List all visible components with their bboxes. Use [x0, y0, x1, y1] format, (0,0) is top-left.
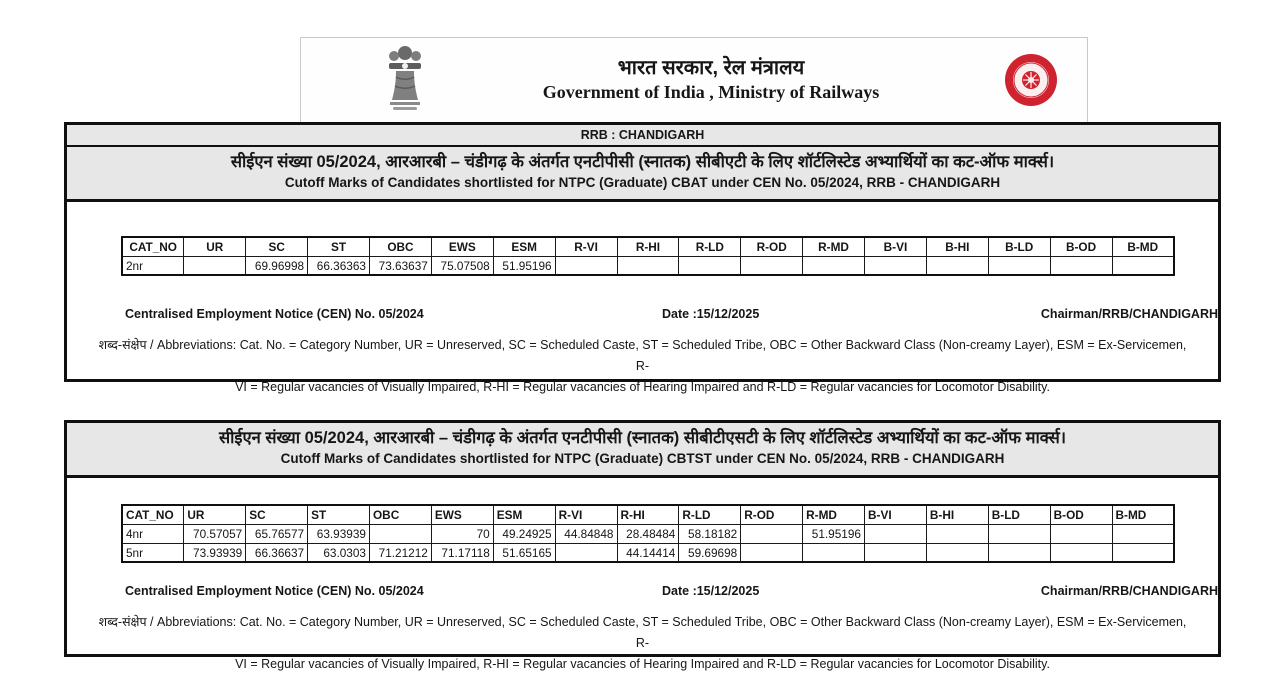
header-row — [122, 505, 1174, 524]
column-header: R-MD — [803, 237, 865, 256]
column-header: R-VI — [555, 237, 617, 256]
ministry-title-english: Government of India , Ministry of Railways — [542, 82, 880, 103]
column-header: R-LD — [679, 505, 741, 524]
section-title-hindi: सीईएन संख्या 05/2024, आरआरबी – चंडीगढ़ के अंतर्गत एनटीपीसी (स्नातक) सीबीएटी के लिए शॉर्टलिस्टेड अभ्यार्थियों का कट-ऑफ मार्क्स। — [230, 153, 1055, 171]
category-cell: 4nr — [122, 524, 184, 543]
column-header: CAT_NO — [122, 505, 184, 524]
cutoff-cell: 44.84848 — [555, 524, 617, 543]
column-header: SC — [246, 237, 308, 256]
section-title-band — [67, 423, 1218, 478]
ministry-title-hindi: भारत सरकार, रेल मंत्रालय — [617, 57, 805, 80]
cutoff-cell — [555, 256, 617, 275]
cutoff-cell: 66.36363 — [308, 256, 370, 275]
cutoff-cell — [926, 256, 988, 275]
cutoff-cell: 70.57057 — [184, 524, 246, 543]
cutoff-cell: 70 — [431, 524, 493, 543]
section-footer — [67, 307, 1218, 323]
column-header: OBC — [370, 505, 432, 524]
cutoff-cell — [1112, 524, 1174, 543]
cutoff-cell: 28.48484 — [617, 524, 679, 543]
cutoff-table-cbtst — [121, 504, 1175, 563]
column-header: ESM — [493, 505, 555, 524]
date-label: Date :15/12/2025 — [662, 584, 760, 599]
ashoka-emblem-icon — [381, 42, 429, 118]
cutoff-cell: 73.93939 — [184, 543, 246, 562]
column-header: B-OD — [1050, 505, 1112, 524]
column-header: R-MD — [803, 505, 865, 524]
cutoff-cell — [988, 256, 1050, 275]
column-header: B-VI — [865, 505, 927, 524]
government-header — [300, 37, 1088, 123]
column-header: OBC — [370, 237, 432, 256]
section-title-hindi: सीईएन संख्या 05/2024, आरआरबी – चंडीगढ़ के अंतर्गत एनटीपीसी (स्नातक) सीबीटीएसटी के लिए शॉर्टलिस्टेड अभ्यार्थियों का कट-ऑफ मार्क्स। — [218, 429, 1067, 447]
cutoff-cell: 51.65165 — [493, 543, 555, 562]
cutoff-cell — [988, 524, 1050, 543]
signatory-label: Chairman/RRB/CHANDIGARH — [1040, 584, 1218, 599]
cutoff-cell — [1050, 524, 1112, 543]
cutoff-cell: 66.36637 — [246, 543, 308, 562]
cutoff-cell: 65.76577 — [246, 524, 308, 543]
column-header: ST — [308, 237, 370, 256]
column-header: UR — [184, 505, 246, 524]
cutoff-cell: 51.95196 — [803, 524, 865, 543]
cutoff-cell — [1112, 256, 1174, 275]
cutoff-table-cbat — [121, 236, 1175, 276]
date-label: Date :15/12/2025 — [662, 307, 760, 322]
cutoff-cell — [803, 256, 865, 275]
cutoff-cell: 63.0303 — [308, 543, 370, 562]
column-header: R-VI — [555, 505, 617, 524]
notice-section-cbat — [64, 122, 1221, 394]
signatory-label: Chairman/RRB/CHANDIGARH — [1040, 307, 1218, 322]
cutoff-cell: 49.24925 — [493, 524, 555, 543]
cutoff-cell: 71.17118 — [431, 543, 493, 562]
abbreviations-note — [67, 335, 1218, 397]
cutoff-cell — [926, 524, 988, 543]
header-row — [122, 237, 1174, 256]
column-header: EWS — [431, 237, 493, 256]
column-header: ESM — [493, 237, 555, 256]
abbreviations-line2: VI = Regular vacancies of Visually Impaired, R-HI = Regular vacancies of Hearing Impaired and R-LD = Regular vacancies for Locomotor Disability. — [235, 656, 1050, 671]
cutoff-cell — [803, 543, 865, 562]
column-header: B-LD — [988, 505, 1050, 524]
cutoff-cell — [679, 256, 741, 275]
section-title-english: Cutoff Marks of Candidates shortlisted for NTPC (Graduate) CBTST under CEN No. 05/2024, RRB - CHANDIGARH — [280, 451, 1005, 467]
column-header: B-MD — [1112, 237, 1174, 256]
ministry-titles — [429, 56, 1003, 104]
cutoff-cell — [741, 256, 803, 275]
board-title: RRB : CHANDIGARH — [67, 125, 1218, 147]
column-header: SC — [246, 505, 308, 524]
column-header: B-MD — [1112, 505, 1174, 524]
cutoff-cell: 63.93939 — [308, 524, 370, 543]
abbreviations-line1: शब्द-संक्षेप / Abbreviations: Cat. No. = Category Number, UR = Unreserved, SC = Scheduled Caste, ST = Scheduled Tribe, OBC = Other Backward Class (Non-creamy Layer), ESM = Ex-Servicemen, R- — [98, 615, 1187, 650]
cutoff-cell — [865, 256, 927, 275]
column-header: R-HI — [617, 505, 679, 524]
cutoff-cell — [865, 524, 927, 543]
cutoff-cell: 69.96998 — [246, 256, 308, 275]
cen-notice-label: Centralised Employment Notice (CEN) No. 05/2024 — [125, 307, 424, 322]
cutoff-cell — [1112, 543, 1174, 562]
cutoff-cell — [741, 524, 803, 543]
indian-railways-seal-icon — [1003, 52, 1059, 108]
column-header: R-LD — [679, 237, 741, 256]
column-header: CAT_NO — [122, 237, 184, 256]
column-header: R-HI — [617, 237, 679, 256]
cutoff-cell — [1050, 256, 1112, 275]
cutoff-cell: 75.07508 — [431, 256, 493, 275]
cutoff-cell: 51.95196 — [493, 256, 555, 275]
cutoff-cell: 44.14414 — [617, 543, 679, 562]
cen-notice-label: Centralised Employment Notice (CEN) No. 05/2024 — [125, 584, 424, 599]
cutoff-cell: 59.69698 — [679, 543, 741, 562]
section-footer — [67, 584, 1218, 600]
column-header: B-VI — [865, 237, 927, 256]
category-cell: 5nr — [122, 543, 184, 562]
cutoff-cell — [926, 543, 988, 562]
table-row — [122, 256, 1174, 275]
column-header: UR — [184, 237, 246, 256]
column-header: B-HI — [926, 237, 988, 256]
abbreviations-note — [67, 612, 1218, 674]
cutoff-cell — [988, 543, 1050, 562]
column-header: R-OD — [741, 237, 803, 256]
cutoff-cell — [184, 256, 246, 275]
cutoff-cell: 58.18182 — [679, 524, 741, 543]
abbreviations-line1: शब्द-संक्षेप / Abbreviations: Cat. No. = Category Number, UR = Unreserved, SC = Scheduled Caste, ST = Scheduled Tribe, OBC = Other Backward Class (Non-creamy Layer), ESM = Ex-Servicemen, R- — [98, 338, 1187, 373]
column-header: R-OD — [741, 505, 803, 524]
cutoff-cell — [555, 543, 617, 562]
cutoff-cell — [1050, 543, 1112, 562]
cutoff-cell — [370, 524, 432, 543]
column-header: B-HI — [926, 505, 988, 524]
table-row — [122, 543, 1174, 562]
cutoff-cell: 73.63637 — [370, 256, 432, 275]
cutoff-cell — [865, 543, 927, 562]
cutoff-cell — [741, 543, 803, 562]
abbreviations-line2: VI = Regular vacancies of Visually Impaired, R-HI = Regular vacancies of Hearing Impaired and R-LD = Regular vacancies for Locomotor Disability. — [235, 379, 1050, 394]
column-header: B-OD — [1050, 237, 1112, 256]
column-header: B-LD — [988, 237, 1050, 256]
table-row — [122, 524, 1174, 543]
section-title-english: Cutoff Marks of Candidates shortlisted for NTPC (Graduate) CBAT under CEN No. 05/2024, RRB - CHANDIGARH — [284, 175, 1001, 191]
category-cell: 2nr — [122, 256, 184, 275]
cutoff-cell — [617, 256, 679, 275]
cutoff-cell: 71.21212 — [370, 543, 432, 562]
section-title-band — [67, 147, 1218, 202]
column-header: ST — [308, 505, 370, 524]
notice-section-cbtst — [64, 420, 1221, 671]
column-header: EWS — [431, 505, 493, 524]
